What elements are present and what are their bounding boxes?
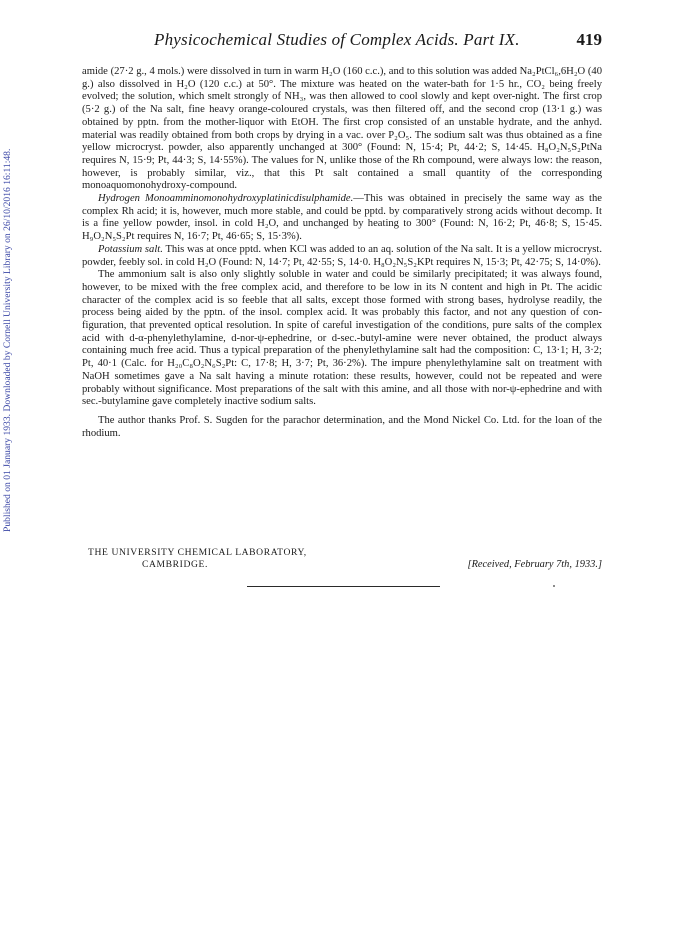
section-heading-potassium-salt: Potassium salt. <box>98 243 163 255</box>
running-head-title: Physicochemical Studies of Complex Acids. Part IX. <box>154 30 520 49</box>
download-watermark: Published on 01 January 1933. Downloaded by Cornell University Library on 26/10/2016 16:11:48. <box>2 148 13 532</box>
paragraph-hydrogen-acid <box>82 193 602 244</box>
article-body <box>82 66 602 440</box>
acknowledgement: The author thanks Prof. S. Sugden for the parachor determination, and the Mond Nickel Co. Ltd. for the loan of the rhodium. <box>82 414 602 439</box>
page-number: 419 <box>576 30 602 49</box>
affiliation-line-1: THE UNIVERSITY CHEMICAL LABORATORY, <box>88 547 307 558</box>
running-head <box>82 30 602 54</box>
stray-dot <box>553 585 555 587</box>
affiliation-block <box>82 547 602 577</box>
affiliation-line-2: CAMBRIDGE. <box>142 559 208 570</box>
paragraph-ammonium-salt: The ammonium salt is also only slightly soluble in water and could be similarly precipitated; it was always found, however, to be mixed with the free complex acid, and therefore to be low in its N content and high in Pt. The acidic character of the complex acid is so feeble that all salts, except those formed with strong bases, hydrolyse readily, the process being aided by the pptn. of the insol. complex acid. It was probably this factor, and not any question of con-figuration, that prevented optical resolution. In spite of careful investigation of the conditions, pure salts of the complex acid with d-α-phenylethylamine, d-nor-ψ-ephedrine, or d-sec.-butyl-amine were never obtained, the product always containing much free acid. Thus a typical preparation of the phenylethylamine salt had the composition: C, 13·1; H, 3·2; Pt, 40·1 (Calc. for H₂₀C₈O₂N₆S₂Pt: C, 17·8; H, 3·7; Pt, 36·2%). The impure phenylethylamine salt on treatment with NaOH sometimes gave a Na salt having a minute rotation: these results, however, could not be repeated and were probably without significance. Most preparations of the salt with this amine, and all those with nor-ψ-ephedrine and with sec.-butylamine gave completely inactive sodium salts. <box>82 269 602 408</box>
end-rule <box>247 586 440 587</box>
received-date: [Received, February 7th, 1933.] <box>467 559 602 570</box>
paragraph-text: —This was obtained in precisely the same way as the complex Rh acid; it is, however, much more stable, and could be pptd. by comparatively strong acids without decomp. It is a fine yellow powder, insol. in cold H₂O, and unchanged by heating to 300° (Found: N, 16·2; Pt, 46·8; S, 15·45. H₉O₂N₅S₂Pt requires N, 16·7; Pt, 46·65; S, 15·3%). <box>82 193 602 243</box>
paragraph-potassium-salt <box>82 244 602 269</box>
paragraph-text: This was at once pptd. when KCl was added to an aq. solution of the Na salt. It is a yellow microcryst. powder, feebly sol. in cold H₂O (Found: N, 14·7; Pt, 42·55; S, 14·0. H₈O₂N₅S₂KPt requires N, 15·3; Pt, 42·75; S, 14·0%). <box>82 243 602 268</box>
section-heading-hydrogen-acid: Hydrogen Monoamminomonohydroxyplatinicdisulphamide. <box>98 193 354 205</box>
paragraph-continuation: amide (27·2 g., 4 mols.) were dissolved in turn in warm H₂O (160 c.c.), and to this solution was added Na₂PtCl₆,6H₂O (40 g.) also dissolved in H₂O (120 c.c.) at 50°. The mixture was heated on the water-bath for 1·5 hr., CO₂ being freely evolved; the solution, which smelt strongly of NH₃, was then allowed to cool slowly and kept over-night. The first crop (5·2 g.) of the Na salt, fine heavy orange-coloured crystals, was then filtered off, and the second crop (13·1 g.) was obtained by pptn. from the mother-liquor with EtOH. The first crop consisted of an unstable hydrate, and the anhyd. material was readily obtained from both crops by drying in a vac. over P₂O₅. The sodium salt was thus obtained as a fine yellow microcryst. powder, also apparently unchanged at 300° (Found: N, 15·4; Pt, 44·2; S, 14·45. H₈O₂N₅S₂PtNa requires N, 15·9; Pt, 44·3; S, 14·55%). The values for N, unlike those of the Rh compound, were always low: the reason, however, is probably similar, viz., that this Pt salt contained a small quantity of the corresponding monoaquomonohydroxy-compound. <box>82 66 602 192</box>
